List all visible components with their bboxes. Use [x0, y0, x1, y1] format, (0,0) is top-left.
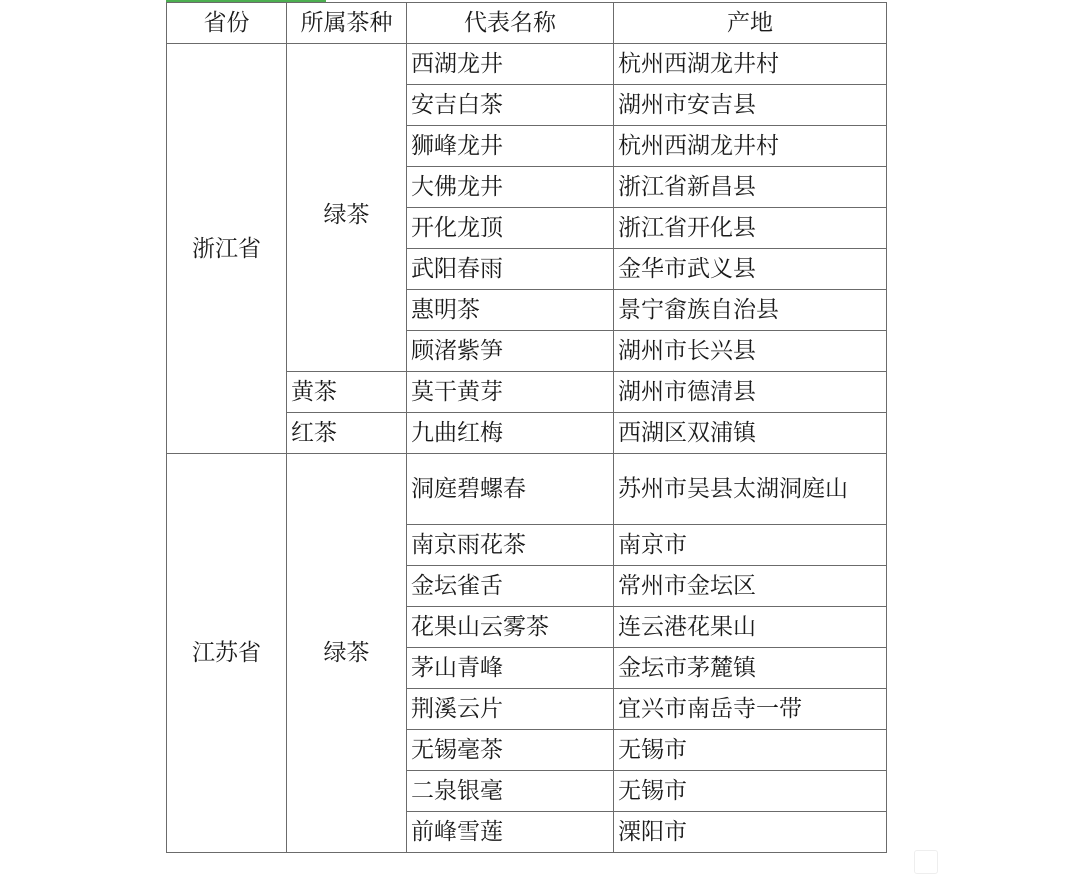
tea-name-cell: 无锡毫茶 [407, 730, 614, 771]
tea-type-cell: 绿茶 [287, 44, 407, 372]
tea-name-cell: 前峰雪莲 [407, 812, 614, 853]
header-row [167, 3, 887, 44]
tea-name-cell: 金坛雀舌 [407, 566, 614, 607]
origin-cell: 无锡市 [614, 730, 887, 771]
origin-cell: 溧阳市 [614, 812, 887, 853]
origin-cell: 常州市金坛区 [614, 566, 887, 607]
origin-cell: 金坛市茅麓镇 [614, 648, 887, 689]
table-row [167, 454, 887, 525]
tea-name-cell: 武阳春雨 [407, 249, 614, 290]
tea-name-cell: 洞庭碧螺春 [407, 454, 614, 525]
origin-cell: 湖州市德清县 [614, 372, 887, 413]
tea-name-cell: 南京雨花茶 [407, 525, 614, 566]
tea-name-cell: 安吉白茶 [407, 85, 614, 126]
origin-cell: 金华市武义县 [614, 249, 887, 290]
tea-type-cell: 黄茶 [287, 372, 407, 413]
origin-cell: 南京市 [614, 525, 887, 566]
header-province: 省份 [167, 3, 287, 44]
origin-cell: 杭州西湖龙井村 [614, 44, 887, 85]
header-tea-type: 所属茶种 [287, 3, 407, 44]
tea-name-cell: 大佛龙井 [407, 167, 614, 208]
origin-cell: 浙江省新昌县 [614, 167, 887, 208]
tea-type-cell: 红茶 [287, 413, 407, 454]
tea-name-cell: 荆溪云片 [407, 689, 614, 730]
tea-table [166, 2, 887, 853]
tea-type-cell: 绿茶 [287, 454, 407, 853]
watermark-icon [914, 850, 938, 874]
tea-name-cell: 狮峰龙井 [407, 126, 614, 167]
header-origin: 产地 [614, 3, 887, 44]
tea-name-cell: 开化龙顶 [407, 208, 614, 249]
origin-cell: 西湖区双浦镇 [614, 413, 887, 454]
origin-cell: 浙江省开化县 [614, 208, 887, 249]
tea-name-cell: 九曲红梅 [407, 413, 614, 454]
origin-cell: 景宁畲族自治县 [614, 290, 887, 331]
tea-name-cell: 莫干黄芽 [407, 372, 614, 413]
tea-name-cell: 茅山青峰 [407, 648, 614, 689]
origin-cell: 苏州市吴县太湖洞庭山 [614, 454, 887, 525]
table-row [167, 44, 887, 85]
origin-cell: 连云港花果山 [614, 607, 887, 648]
province-cell: 江苏省 [167, 454, 287, 853]
province-cell: 浙江省 [167, 44, 287, 454]
header-tea-name: 代表名称 [407, 3, 614, 44]
origin-cell: 无锡市 [614, 771, 887, 812]
origin-cell: 湖州市安吉县 [614, 85, 887, 126]
tea-name-cell: 顾渚紫笋 [407, 331, 614, 372]
tea-name-cell: 惠明茶 [407, 290, 614, 331]
tea-name-cell: 花果山云雾茶 [407, 607, 614, 648]
origin-cell: 湖州市长兴县 [614, 331, 887, 372]
origin-cell: 宜兴市南岳寺一带 [614, 689, 887, 730]
tea-name-cell: 二泉银毫 [407, 771, 614, 812]
tea-name-cell: 西湖龙井 [407, 44, 614, 85]
origin-cell: 杭州西湖龙井村 [614, 126, 887, 167]
